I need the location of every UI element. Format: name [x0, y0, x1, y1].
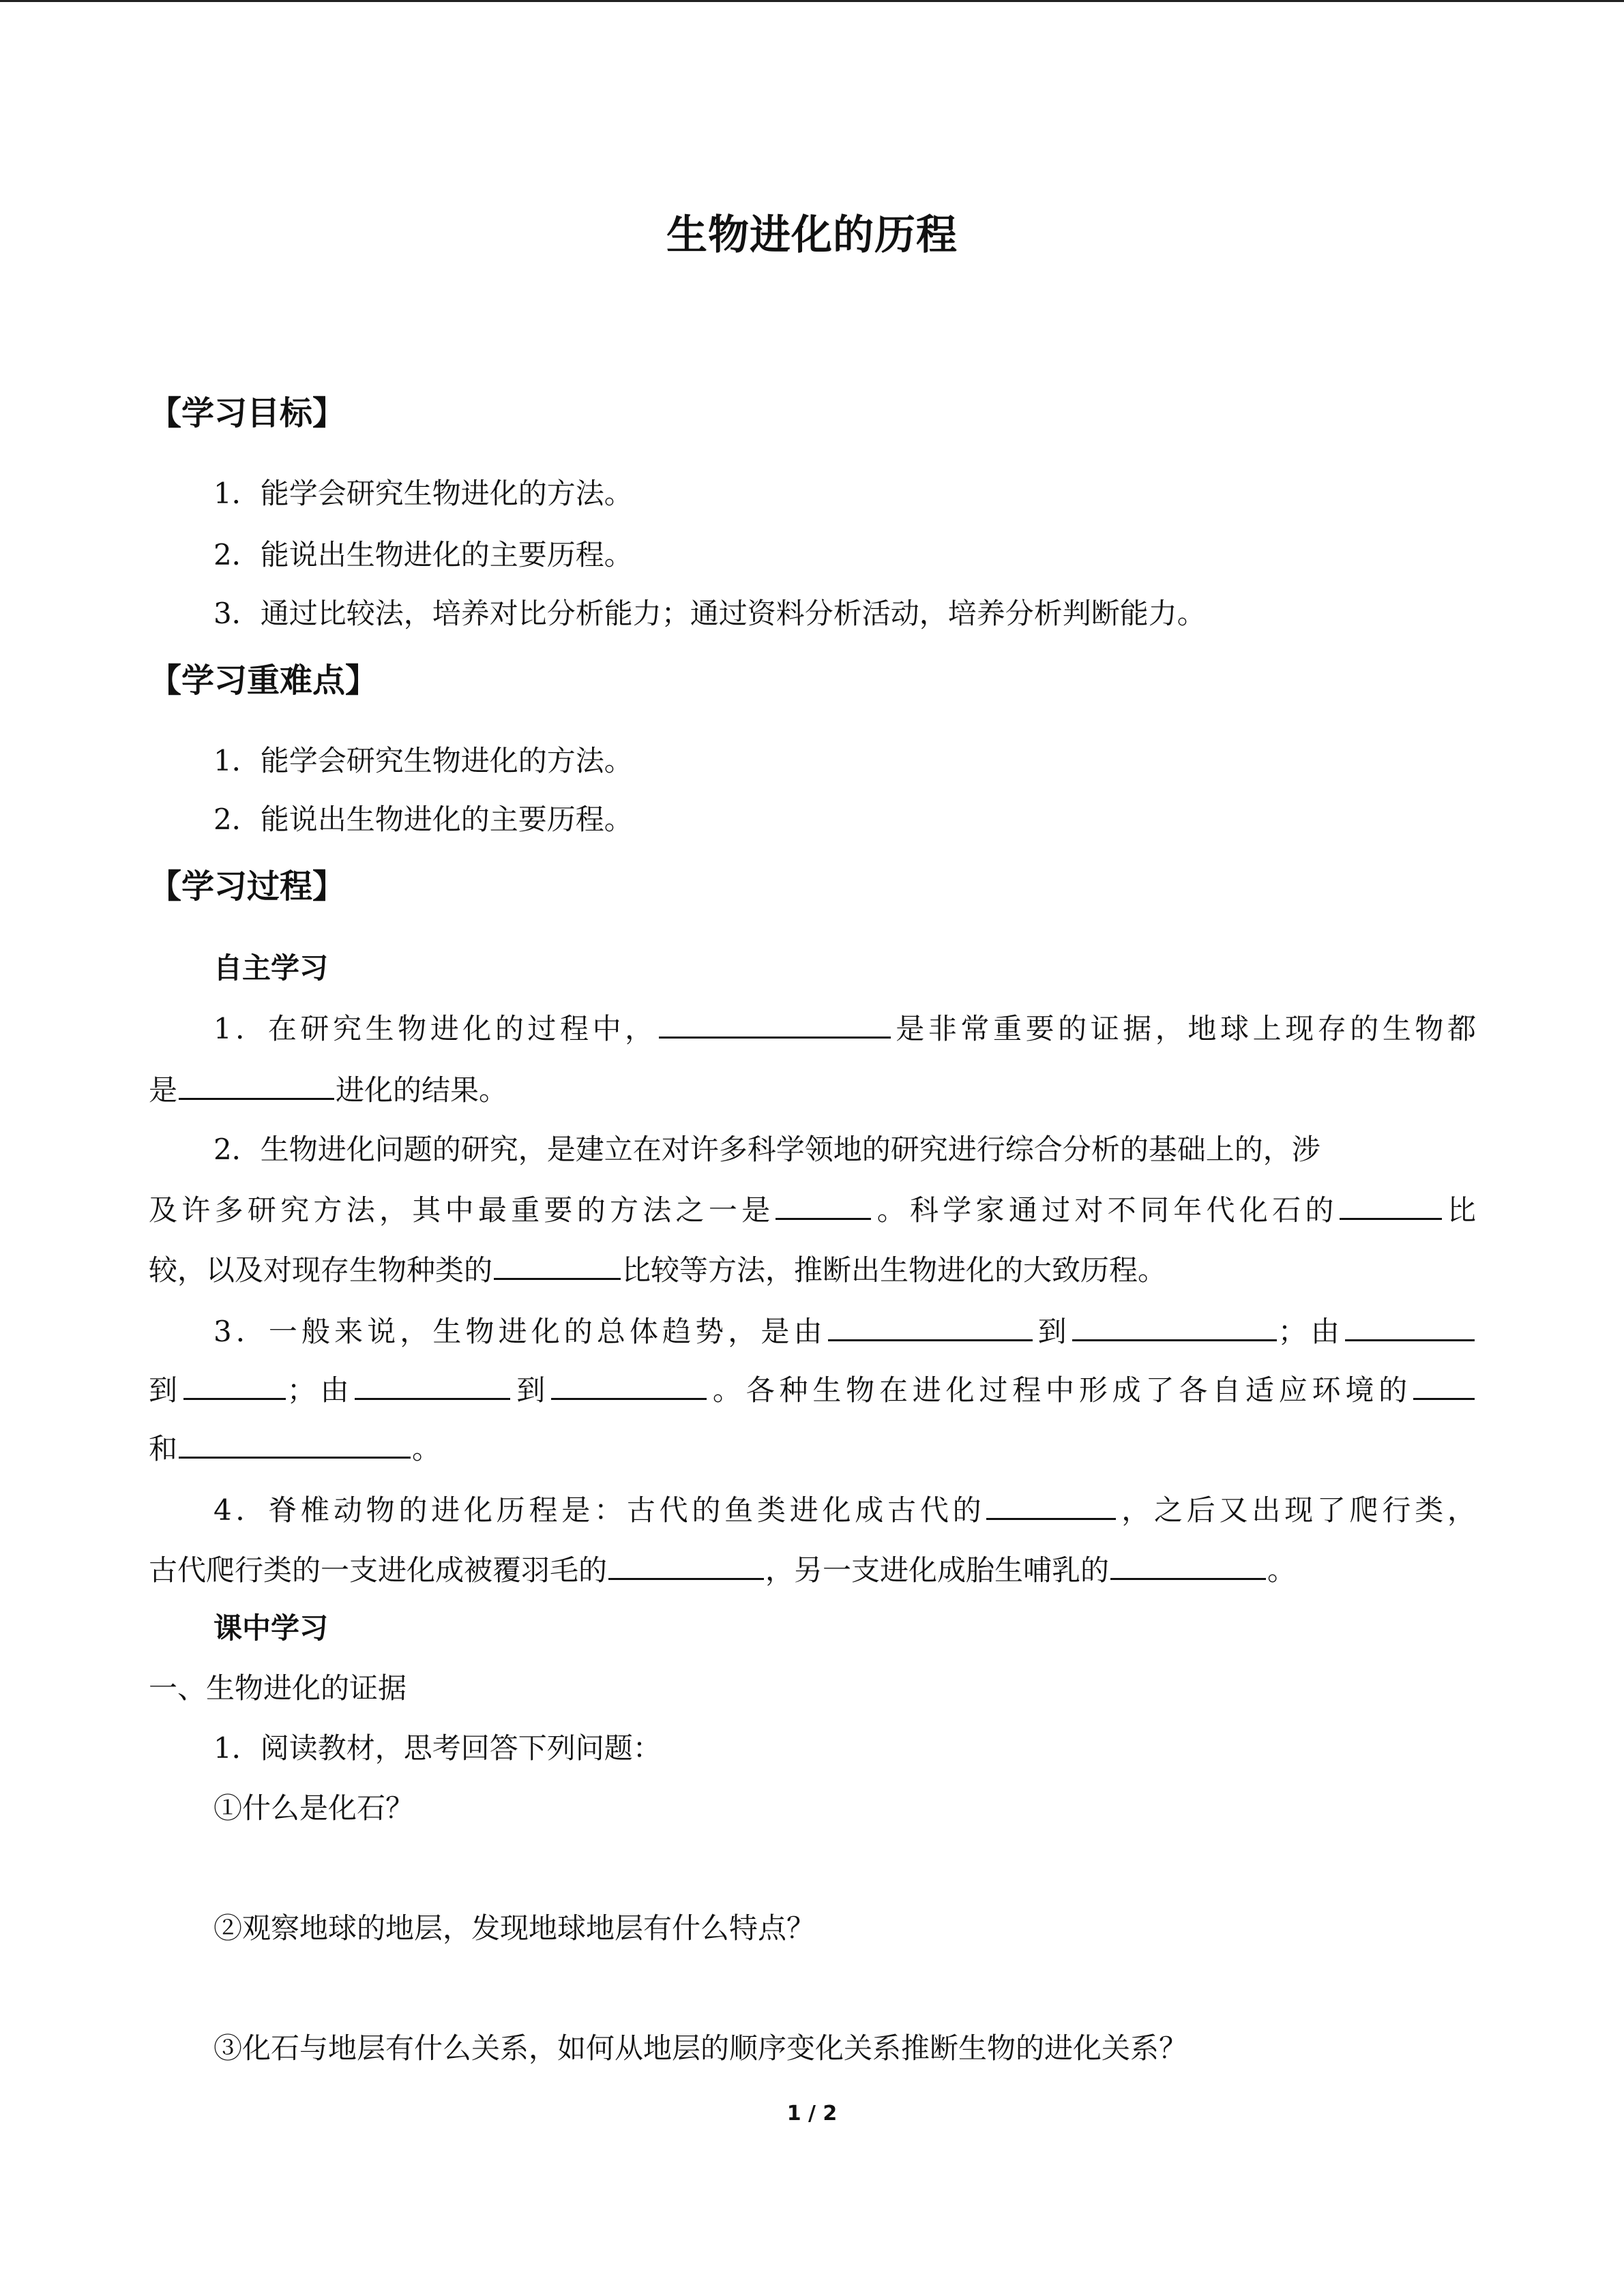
- in-class-label: 课中学习: [213, 1611, 329, 1645]
- page-number: 1 / 2: [786, 2102, 838, 2126]
- process-heading: 【学习过程】: [149, 867, 346, 906]
- q3-text-b: 到: [1033, 1315, 1071, 1348]
- self-study-q3-line3: [149, 1427, 441, 1470]
- q4-text-b: ，之后又出现了爬行类，: [1117, 1493, 1476, 1527]
- self-study-q1-line2: [149, 1068, 507, 1111]
- q2-text-b: 。科学家通过对不同年代化石的: [872, 1193, 1338, 1227]
- self-study-q2-line1: 2．生物进化问题的研究，是建立在对许多科学领地的研究进行综合分析的基础上的，涉: [213, 1133, 1320, 1166]
- q3-blank-8[interactable]: [179, 1427, 411, 1459]
- q4-text-a: 4．脊椎动物的进化历程是：古代的鱼类进化成古代的: [213, 1493, 986, 1527]
- q3-text-a: 3．一般来说，生物进化的总体趋势，是由: [213, 1315, 827, 1348]
- q1-text-d: 进化的结果。: [336, 1073, 508, 1107]
- goal-item-2: 2．能说出生物进化的主要历程。: [213, 538, 633, 571]
- goal-item-3: 3．通过比较法，培养对比分析能力；通过资料分析活动，培养分析判断能力。: [213, 597, 1206, 630]
- self-study-q4-line1: [213, 1488, 1476, 1531]
- self-study-q2-line2: [149, 1188, 1476, 1231]
- evidence-section-heading: 一、生物进化的证据: [149, 1671, 407, 1705]
- self-study-q3-line2: [149, 1368, 1476, 1411]
- page-title: 生物进化的历程: [666, 211, 958, 259]
- q4-blank-3[interactable]: [1110, 1548, 1266, 1580]
- q2-text-e: 比较等方法，推断出生物进化的大致历程。: [622, 1253, 1167, 1287]
- q3-text-h: 和: [149, 1432, 178, 1465]
- q3-blank-3[interactable]: [1345, 1309, 1475, 1341]
- q4-text-e: 。: [1267, 1553, 1297, 1587]
- keypoint-item-2: 2．能说出生物进化的主要历程。: [213, 803, 633, 836]
- goals-heading: 【学习目标】: [149, 394, 346, 432]
- q4-blank-1[interactable]: [986, 1488, 1116, 1520]
- keypoints-heading: 【学习重难点】: [149, 661, 379, 700]
- in-class-question-3: ③化石与地层有什么关系，如何从地层的顺序变化关系推断生物的进化关系？: [213, 2031, 1188, 2065]
- q3-blank-5[interactable]: [355, 1368, 510, 1400]
- q4-text-c: 古代爬行类的一支进化成被覆羽毛的: [149, 1553, 608, 1587]
- q1-text-a: 1．在研究生物进化的过程中，: [213, 1012, 658, 1045]
- q3-text-i: 。: [412, 1432, 441, 1465]
- in-class-question-1: ①什么是化石？: [213, 1791, 415, 1825]
- q2-blank-3[interactable]: [494, 1248, 621, 1280]
- self-study-q1-line1: [213, 1007, 1476, 1049]
- q2-blank-2[interactable]: [1340, 1188, 1442, 1220]
- q3-blank-2[interactable]: [1072, 1309, 1277, 1341]
- q3-text-d: 到: [149, 1373, 182, 1407]
- q2-text-c: 比: [1443, 1193, 1476, 1227]
- q1-blank-1[interactable]: [659, 1007, 891, 1039]
- q1-text-b: 是非常重要的证据，地球上现存的生物都: [891, 1012, 1476, 1045]
- q1-blank-2[interactable]: [179, 1068, 334, 1100]
- q3-blank-1[interactable]: [828, 1309, 1033, 1341]
- self-study-q2-line3: [149, 1248, 1166, 1291]
- q2-text-a: 及许多研究方法，其中最重要的方法之一是: [149, 1193, 775, 1227]
- q3-blank-4[interactable]: [183, 1368, 286, 1400]
- q3-text-f: 到: [512, 1373, 550, 1407]
- q3-text-e: ；由: [286, 1373, 354, 1407]
- reading-task: 1．阅读教材，思考回答下列问题：: [213, 1731, 662, 1765]
- keypoint-item-1: 1．能学会研究生物进化的方法。: [213, 744, 633, 777]
- goal-item-1: 1．能学会研究生物进化的方法。: [213, 477, 633, 510]
- q3-text-g: 。各种生物在进化过程中形成了各自适应环境的: [708, 1373, 1412, 1407]
- self-study-label: 自主学习: [213, 951, 329, 985]
- q2-blank-1[interactable]: [776, 1188, 871, 1220]
- top-border: [0, 0, 1624, 2]
- q4-blank-2[interactable]: [608, 1548, 764, 1580]
- self-study-q3-line1: [213, 1309, 1476, 1352]
- q3-blank-7[interactable]: [1413, 1368, 1475, 1400]
- q4-text-d: ，另一支进化成胎生哺乳的: [765, 1553, 1110, 1587]
- q1-text-c: 是: [149, 1073, 178, 1107]
- q3-text-c: ；由: [1278, 1315, 1344, 1348]
- q3-blank-6[interactable]: [551, 1368, 707, 1400]
- q2-text-d: 较，以及对现存生物种类的: [149, 1253, 493, 1287]
- self-study-q4-line2: [149, 1548, 1296, 1591]
- in-class-question-2: ②观察地球的地层，发现地球地层有什么特点？: [213, 1911, 816, 1945]
